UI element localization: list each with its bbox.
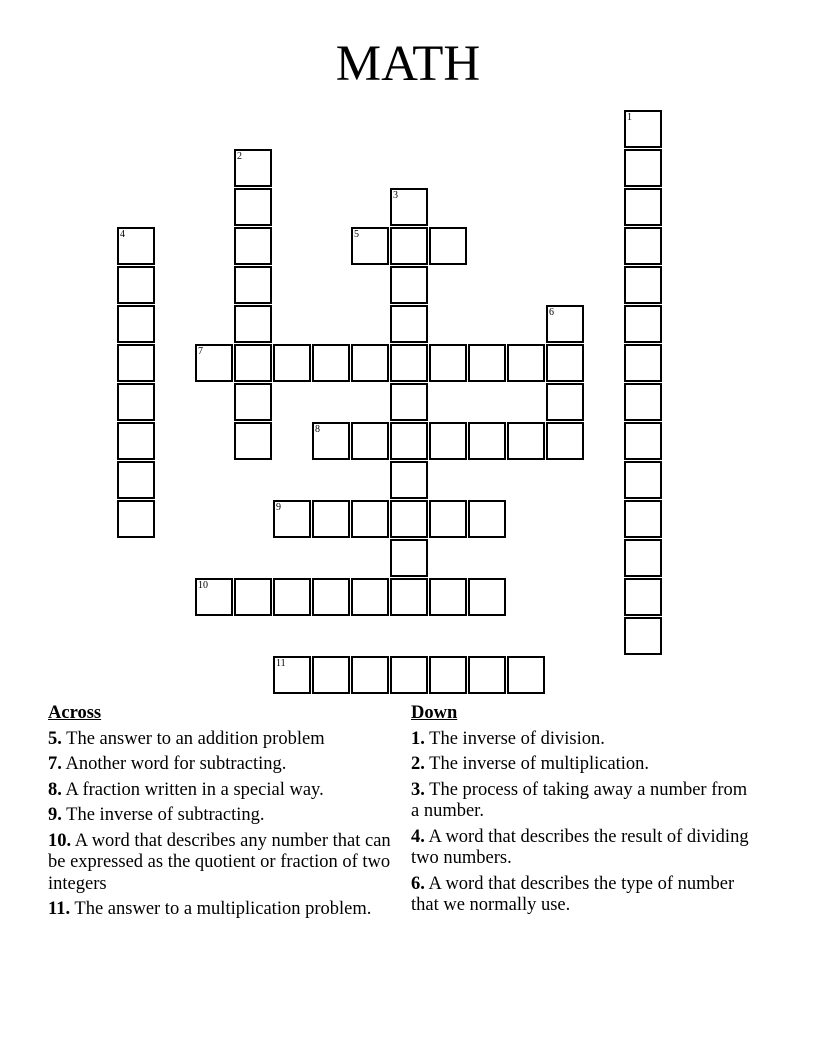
crossword-cell[interactable] <box>117 227 155 265</box>
crossword-cell[interactable] <box>351 422 389 460</box>
crossword-cell[interactable] <box>234 188 272 226</box>
clue-number: 5. <box>48 728 62 749</box>
crossword-cell[interactable] <box>117 422 155 460</box>
clue-text: The inverse of multiplication. <box>429 754 650 774</box>
crossword-cell[interactable] <box>351 344 389 382</box>
crossword-cell[interactable] <box>624 110 662 148</box>
crossword-cell[interactable] <box>624 266 662 304</box>
across-heading: Across <box>48 703 102 723</box>
clue-text: The inverse of division. <box>429 728 605 749</box>
clue-text: The answer to an addition problem <box>66 728 325 749</box>
crossword-cell[interactable] <box>468 500 506 538</box>
crossword-cell[interactable] <box>429 344 467 382</box>
crossword-cell[interactable] <box>351 500 389 538</box>
crossword-cell[interactable] <box>390 461 428 499</box>
crossword-cell[interactable] <box>117 305 155 343</box>
crossword-cell[interactable] <box>390 344 428 382</box>
crossword-cell[interactable] <box>624 344 662 382</box>
crossword-cell[interactable] <box>468 344 506 382</box>
crossword-cell[interactable] <box>234 383 272 421</box>
across-clue <box>48 780 398 802</box>
crossword-cell[interactable] <box>390 266 428 304</box>
crossword-cell[interactable] <box>390 227 428 265</box>
cell-number: 11 <box>276 658 286 669</box>
crossword-cell[interactable] <box>273 656 311 694</box>
crossword-cell[interactable] <box>117 383 155 421</box>
clue-text: The inverse of subtracting. <box>66 805 265 825</box>
crossword-cell[interactable] <box>390 500 428 538</box>
cell-number: 4 <box>120 229 125 240</box>
crossword-cell[interactable] <box>624 422 662 460</box>
crossword-cell[interactable] <box>390 422 428 460</box>
across-clues <box>48 703 398 925</box>
clue-text: A word that describes the type of number that we normally use. <box>411 873 735 915</box>
crossword-cell[interactable] <box>546 344 584 382</box>
down-clue <box>411 780 756 823</box>
across-clue <box>48 899 398 921</box>
clue-number: 8. <box>48 779 62 800</box>
across-clue <box>48 805 398 827</box>
crossword-cell[interactable] <box>234 266 272 304</box>
cell-number: 1 <box>627 112 632 123</box>
crossword-cell[interactable] <box>468 656 506 694</box>
down-clue <box>411 874 756 917</box>
crossword-cell[interactable] <box>624 539 662 577</box>
crossword-cell[interactable] <box>507 422 545 460</box>
cell-number: 3 <box>393 190 398 201</box>
crossword-cell[interactable] <box>429 500 467 538</box>
crossword-cell[interactable] <box>624 227 662 265</box>
crossword-cell[interactable] <box>234 227 272 265</box>
crossword-cell[interactable] <box>546 305 584 343</box>
crossword-cell[interactable] <box>429 227 467 265</box>
crossword-cell[interactable] <box>273 578 311 616</box>
crossword-cell[interactable] <box>624 578 662 616</box>
crossword-cell[interactable] <box>507 344 545 382</box>
clue-text: A fraction written in a special way. <box>65 779 324 800</box>
crossword-cell[interactable] <box>546 422 584 460</box>
clue-number: 6. <box>411 873 425 894</box>
crossword-cell[interactable] <box>390 188 428 226</box>
clue-number: 2. <box>411 754 425 774</box>
cell-number: 9 <box>276 502 281 513</box>
crossword-cell[interactable] <box>546 383 584 421</box>
crossword-cell[interactable] <box>312 656 350 694</box>
crossword-cell[interactable] <box>117 266 155 304</box>
down-clues <box>411 703 756 921</box>
clue-number: 7. <box>48 754 62 774</box>
crossword-cell[interactable] <box>390 539 428 577</box>
puzzle-title: MATH <box>335 36 481 92</box>
cell-number: 2 <box>237 151 242 162</box>
crossword-cell[interactable] <box>429 578 467 616</box>
crossword-cell[interactable] <box>429 422 467 460</box>
crossword-cell[interactable] <box>273 500 311 538</box>
crossword-cell[interactable] <box>312 578 350 616</box>
crossword-cell[interactable] <box>390 578 428 616</box>
crossword-cell[interactable] <box>624 383 662 421</box>
down-clue <box>411 729 756 751</box>
across-clue <box>48 754 398 776</box>
cell-number: 5 <box>354 229 359 240</box>
crossword-cell[interactable] <box>624 500 662 538</box>
across-clue <box>48 831 398 896</box>
crossword-cell[interactable] <box>117 344 155 382</box>
clue-number: 9. <box>48 805 62 825</box>
crossword-cell[interactable] <box>312 422 350 460</box>
crossword-cell[interactable] <box>351 578 389 616</box>
crossword-cell[interactable] <box>312 344 350 382</box>
crossword-cell[interactable] <box>429 656 467 694</box>
clue-text: A word that describes any number that can be expressed as the quotient or fraction of two integers <box>48 830 391 894</box>
crossword-cell[interactable] <box>234 578 272 616</box>
crossword-cell[interactable] <box>390 383 428 421</box>
cell-number: 10 <box>198 580 208 591</box>
down-clue <box>411 827 756 870</box>
cell-number: 6 <box>549 307 554 318</box>
crossword-cell[interactable] <box>468 578 506 616</box>
clue-text: The answer to a multiplication problem. <box>74 899 372 919</box>
crossword-cell[interactable] <box>273 344 311 382</box>
crossword-cell[interactable] <box>390 305 428 343</box>
crossword-cell[interactable] <box>507 656 545 694</box>
clue-text: A word that describes the result of dividing two numbers. <box>411 826 749 868</box>
down-heading: Down <box>411 703 458 723</box>
crossword-cell[interactable] <box>195 578 233 616</box>
clue-text: Another word for subtracting. <box>65 754 287 774</box>
crossword-cell[interactable] <box>234 149 272 187</box>
across-clue <box>48 729 398 751</box>
crossword-cell[interactable] <box>117 500 155 538</box>
down-clue <box>411 754 756 776</box>
clue-number: 3. <box>411 779 425 800</box>
crossword-cell[interactable] <box>468 422 506 460</box>
crossword-cell[interactable] <box>624 461 662 499</box>
crossword-cell[interactable] <box>390 656 428 694</box>
crossword-cell[interactable] <box>624 149 662 187</box>
clue-number: 1. <box>411 728 425 749</box>
clue-number: 10. <box>48 830 72 851</box>
crossword-cell[interactable] <box>234 344 272 382</box>
cell-number: 7 <box>198 346 203 357</box>
clue-text: The process of taking away a number from a number. <box>411 779 748 821</box>
crossword-cell[interactable] <box>312 500 350 538</box>
crossword-cell[interactable] <box>624 617 662 655</box>
clue-number: 4. <box>411 826 425 847</box>
crossword-cell[interactable] <box>624 188 662 226</box>
crossword-cell[interactable] <box>351 227 389 265</box>
crossword-cell[interactable] <box>624 305 662 343</box>
crossword-cell[interactable] <box>117 461 155 499</box>
crossword-cell[interactable] <box>234 305 272 343</box>
crossword-cell[interactable] <box>234 422 272 460</box>
cell-number: 8 <box>315 424 320 435</box>
crossword-cell[interactable] <box>351 656 389 694</box>
clue-number: 11. <box>48 899 71 919</box>
crossword-cell[interactable] <box>195 344 233 382</box>
